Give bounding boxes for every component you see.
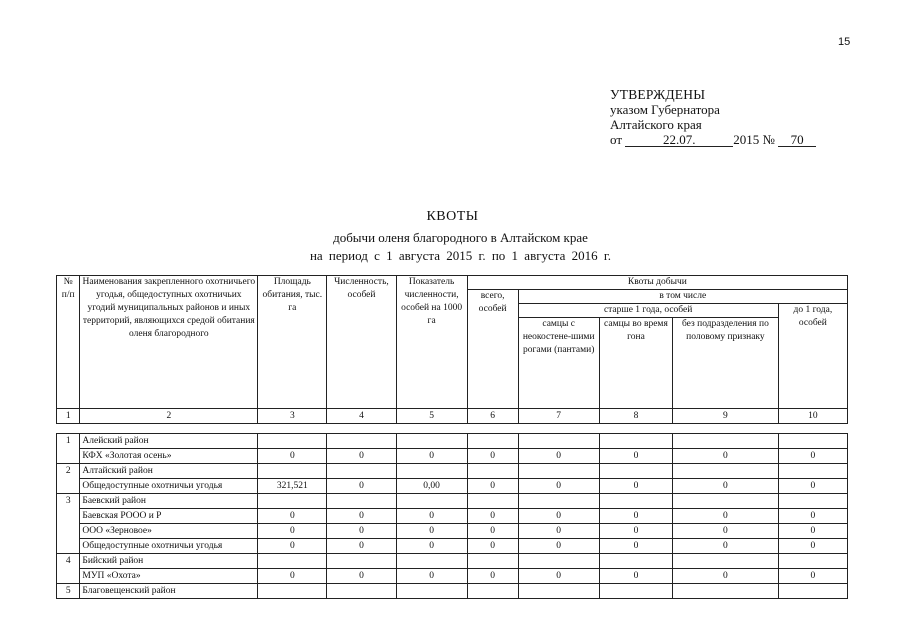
header-under1: до 1 года, особей [778,304,847,409]
approval-year: 2015 № [733,132,775,147]
header-name: Наименования закрепленного охотничьего угодья, общедоступных охотничьих угодий муниципальных районов и иных территорий, являющихся средой обитания оленя благородного [80,276,258,409]
empty-cell [673,434,779,449]
table-row [57,524,848,539]
district-row [57,584,848,599]
cell-no-sex: 0 [673,449,779,464]
empty-cell [467,554,518,569]
header-older: старше 1 года, особей [518,304,778,318]
empty-cell [518,434,599,449]
district-row [57,554,848,569]
cell-under1: 0 [778,509,847,524]
empty-cell [396,464,467,479]
col-number: 6 [467,409,518,424]
col-number: 10 [778,409,847,424]
district-name: Благовещенский район [80,584,258,599]
cell-males-antlers: 0 [518,569,599,584]
cell-area: 0 [258,569,327,584]
header-no-sex: без подразделения по половому признаку [673,318,779,409]
cell-rut: 0 [599,479,672,494]
district-name: Алтайский район [80,464,258,479]
empty-cell [327,554,396,569]
empty-cell [599,434,672,449]
cell-males-antlers: 0 [518,509,599,524]
cell-rut: 0 [599,539,672,554]
cell-area: 321,521 [258,479,327,494]
cell-population: 0 [327,479,396,494]
empty-cell [467,464,518,479]
header-including: в том числе [518,290,847,304]
cell-under1: 0 [778,479,847,494]
empty-cell [467,434,518,449]
empty-cell [258,434,327,449]
empty-cell [396,494,467,509]
document-title: КВОТЫ [426,209,479,224]
empty-cell [673,464,779,479]
empty-cell [778,494,847,509]
hunting-ground-name: Баевская РООО и Р [80,509,258,524]
cell-density: 0,00 [396,479,467,494]
header-num: № п/п [57,276,80,409]
table-row [57,569,848,584]
empty-cell [778,434,847,449]
district-number: 1 [57,434,80,464]
empty-cell [518,464,599,479]
cell-total: 0 [467,449,518,464]
empty-cell [518,494,599,509]
empty-cell [673,494,779,509]
header-rut: самцы во время гона [599,318,672,409]
empty-cell [258,494,327,509]
empty-cell [599,584,672,599]
cell-males-antlers: 0 [518,479,599,494]
district-number: 5 [57,584,80,599]
col-number: 4 [327,409,396,424]
empty-cell [327,494,396,509]
approval-line-2: указом Губернатора [610,102,720,117]
table-row [57,509,848,524]
col-number: 3 [258,409,327,424]
cell-no-sex: 0 [673,569,779,584]
col-number: 8 [599,409,672,424]
cell-area: 0 [258,449,327,464]
approval-block [610,87,816,147]
approval-from-label: от [610,132,623,147]
cell-under1: 0 [778,539,847,554]
district-number: 2 [57,464,80,494]
empty-cell [673,584,779,599]
header-density: Показатель численности, особей на 1000 га [396,276,467,409]
cell-rut: 0 [599,449,672,464]
district-name: Алейский район [80,434,258,449]
header-males-antlers: самцы с неокостене-шими рогами (пантами) [518,318,599,409]
empty-cell [258,464,327,479]
district-number: 4 [57,554,80,584]
hunting-ground-name: Общедоступные охотничьи угодья [80,539,258,554]
empty-cell [518,554,599,569]
page-number: 15 [838,36,851,48]
cell-no-sex: 0 [673,479,779,494]
cell-total: 0 [467,569,518,584]
empty-cell [467,584,518,599]
empty-cell [778,584,847,599]
col-number: 7 [518,409,599,424]
empty-cell [778,554,847,569]
spacer-cell [57,424,848,434]
col-number: 9 [673,409,779,424]
cell-population: 0 [327,449,396,464]
empty-cell [599,554,672,569]
cell-total: 0 [467,524,518,539]
document-period: на период с 1 августа 2015 г. по 1 августа 2016 г. [309,248,612,263]
district-name: Баевский район [80,494,258,509]
district-row [57,434,848,449]
header-total: всего, особей [467,290,518,409]
cell-population: 0 [327,569,396,584]
empty-cell [396,584,467,599]
cell-density: 0 [396,509,467,524]
approval-date-line [610,132,816,147]
approval-line-3: Алтайского края [610,117,702,132]
spacer-row [57,424,848,434]
cell-density: 0 [396,539,467,554]
empty-cell [599,494,672,509]
cell-rut: 0 [599,509,672,524]
empty-cell [327,464,396,479]
empty-cell [599,464,672,479]
col-number: 2 [80,409,258,424]
table-row [57,479,848,494]
approval-date: 22.07. [625,134,733,147]
header-area: Площадь обитания, тыс. га [258,276,327,409]
cell-population: 0 [327,524,396,539]
empty-cell [258,554,327,569]
empty-cell [396,434,467,449]
cell-no-sex: 0 [673,509,779,524]
cell-rut: 0 [599,569,672,584]
cell-rut: 0 [599,524,672,539]
district-name: Бийский район [80,554,258,569]
empty-cell [778,464,847,479]
cell-under1: 0 [778,449,847,464]
empty-cell [396,554,467,569]
header-population: Численность, особей [327,276,396,409]
cell-area: 0 [258,539,327,554]
district-number: 3 [57,494,80,554]
empty-cell [327,584,396,599]
empty-cell [258,584,327,599]
empty-cell [327,434,396,449]
cell-density: 0 [396,569,467,584]
cell-males-antlers: 0 [518,449,599,464]
table-row [57,539,848,554]
col-number: 5 [396,409,467,424]
document-subtitle: добычи оленя благородного в Алтайском крае [333,230,588,245]
table-row [57,449,848,464]
cell-no-sex: 0 [673,539,779,554]
district-row [57,494,848,509]
cell-under1: 0 [778,524,847,539]
cell-population: 0 [327,509,396,524]
cell-under1: 0 [778,569,847,584]
empty-cell [467,494,518,509]
district-row [57,464,848,479]
cell-area: 0 [258,509,327,524]
col-number: 1 [57,409,80,424]
quota-table [56,275,848,599]
cell-area: 0 [258,524,327,539]
cell-males-antlers: 0 [518,539,599,554]
hunting-ground-name: МУП «Охота» [80,569,258,584]
cell-density: 0 [396,524,467,539]
hunting-ground-name: КФХ «Золотая осень» [80,449,258,464]
cell-no-sex: 0 [673,524,779,539]
cell-males-antlers: 0 [518,524,599,539]
hunting-ground-name: Общедоступные охотничьи угодья [80,479,258,494]
header-quota: Квоты добычи [467,276,847,290]
approval-title: УТВЕРЖДЕНЫ [610,87,706,102]
hunting-ground-name: ООО «Зерновое» [80,524,258,539]
cell-density: 0 [396,449,467,464]
cell-total: 0 [467,539,518,554]
empty-cell [518,584,599,599]
empty-cell [673,554,779,569]
approval-number: 70 [778,134,816,147]
cell-total: 0 [467,479,518,494]
column-numbers-row [57,409,848,424]
cell-total: 0 [467,509,518,524]
cell-population: 0 [327,539,396,554]
